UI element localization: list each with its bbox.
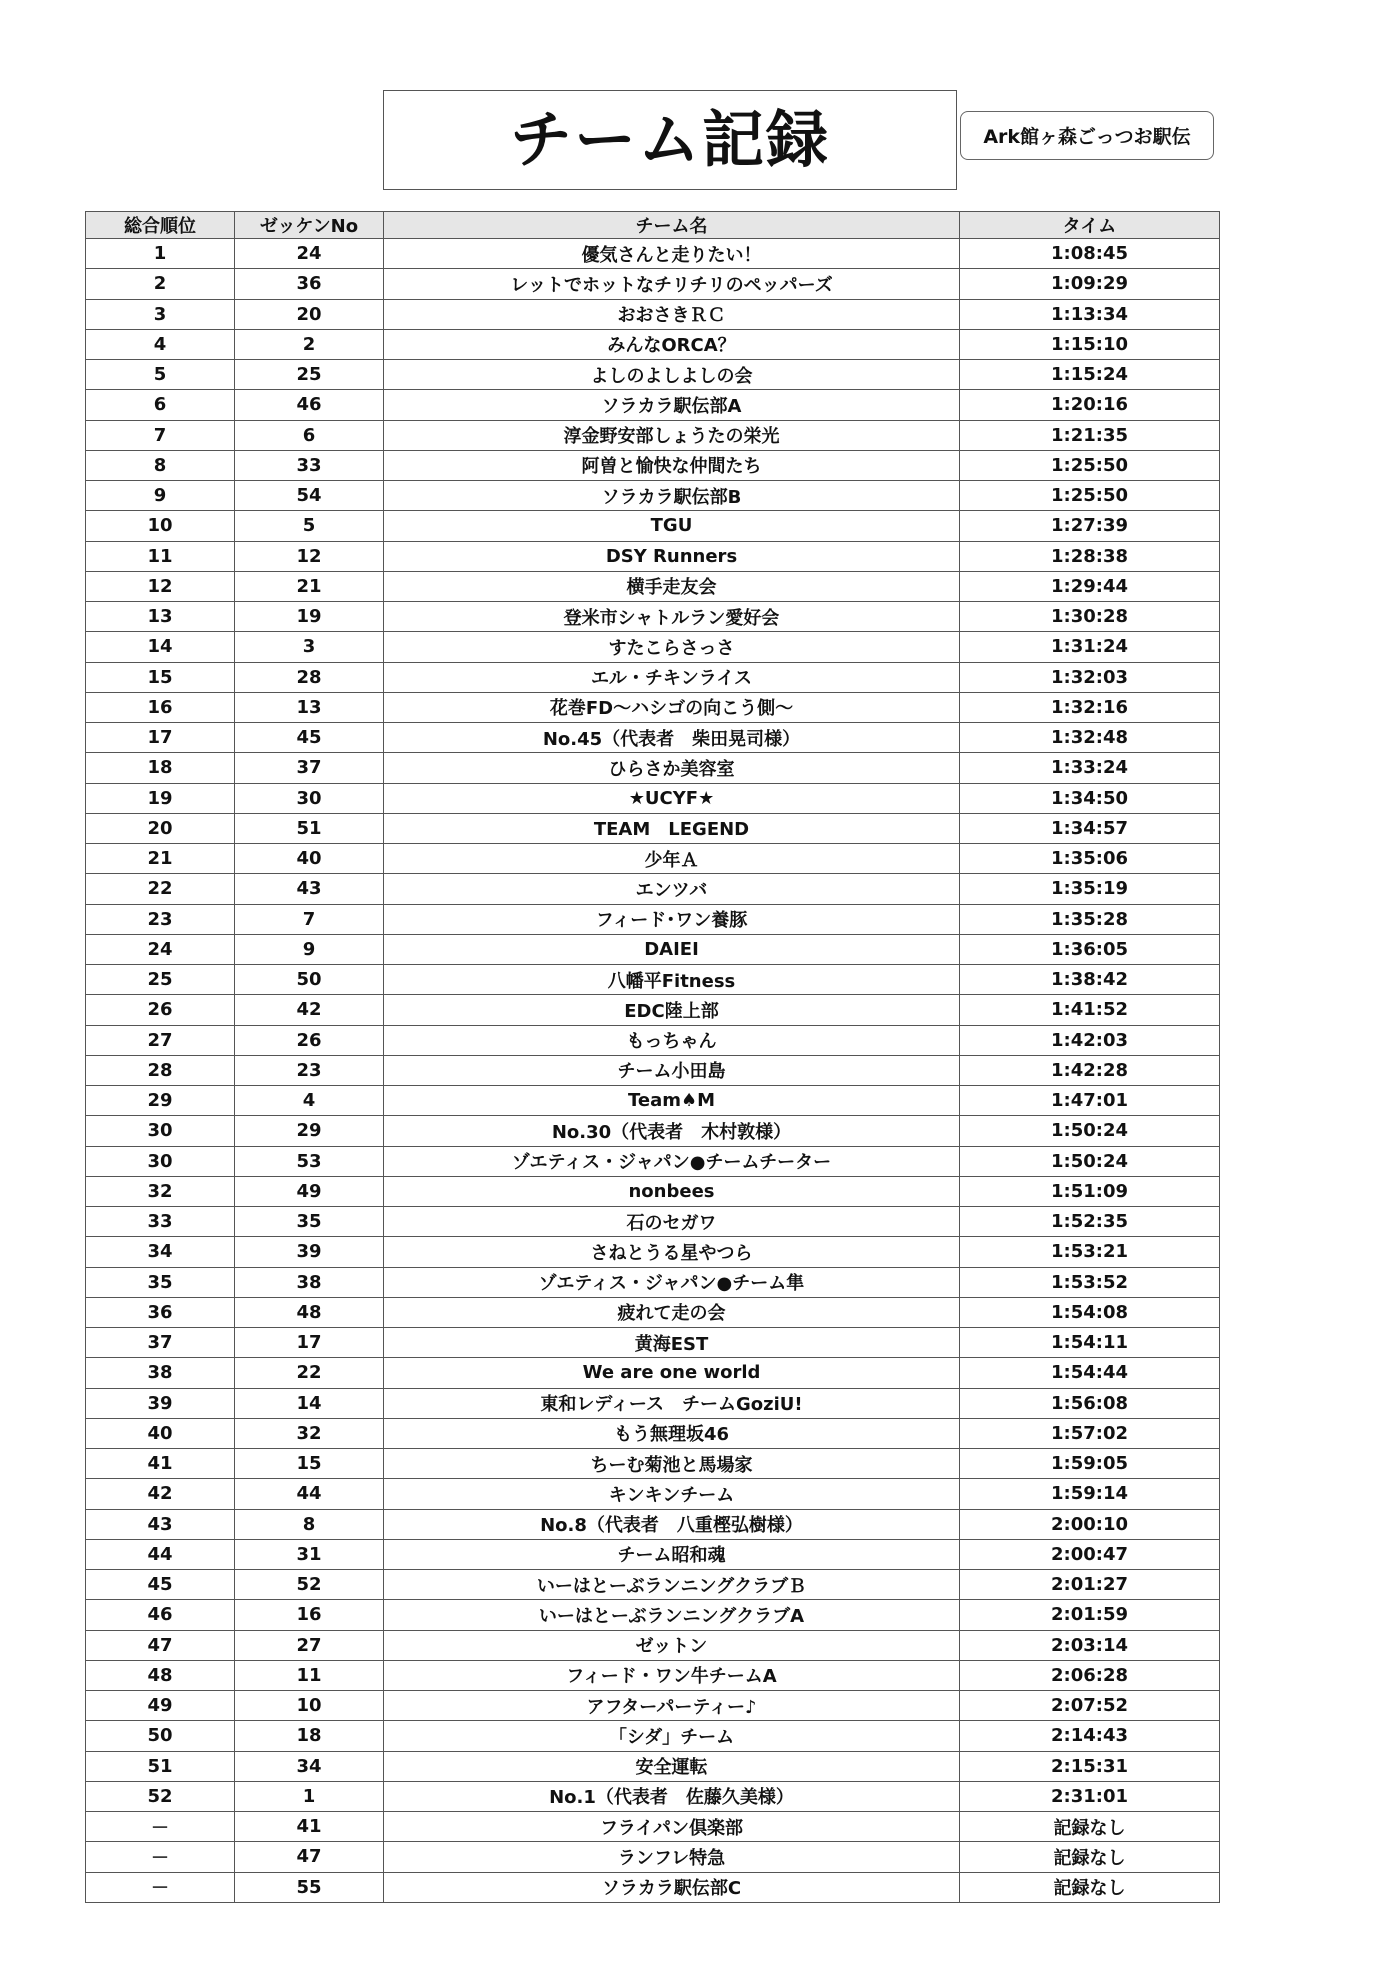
bib-number-cell: 11 [235,1660,384,1690]
header-overall-rank: 総合順位 [86,212,235,239]
bib-number-cell: 48 [235,1297,384,1327]
rank-cell: 27 [86,1025,235,1055]
event-name-badge: Ark館ヶ森ごっつお駅伝 [960,111,1214,160]
rank-cell: 41 [86,1449,235,1479]
table-row [86,1449,1220,1479]
time-cell: 2:00:47 [960,1539,1220,1569]
time-cell: 1:34:50 [960,783,1220,813]
time-cell: 1:53:21 [960,1237,1220,1267]
page-title: チーム記録 [509,103,830,176]
time-cell: 1:51:09 [960,1176,1220,1206]
time-cell: 1:15:24 [960,360,1220,390]
team-name-cell: 「シダ」チーム [384,1721,960,1751]
team-name-cell: ランフレ特急 [384,1842,960,1872]
bib-number-cell: 26 [235,1025,384,1055]
bib-number-cell: 12 [235,541,384,571]
bib-number-cell: 15 [235,1449,384,1479]
bib-number-cell: 7 [235,904,384,934]
table-row [86,602,1220,632]
rank-cell: 26 [86,995,235,1025]
table-row [86,450,1220,480]
table-row [86,390,1220,420]
team-name-cell: チーム昭和魂 [384,1539,960,1569]
time-cell: 2:06:28 [960,1660,1220,1690]
table-row [86,1146,1220,1176]
table-row [86,1418,1220,1448]
bib-number-cell: 38 [235,1267,384,1297]
time-cell: 1:25:50 [960,450,1220,480]
table-row [86,692,1220,722]
rank-cell: 3 [86,299,235,329]
team-name-cell: 横手走友会 [384,571,960,601]
table-row [86,1691,1220,1721]
time-cell: 1:56:08 [960,1388,1220,1418]
table-row [86,360,1220,390]
team-name-cell: DSY Runners [384,541,960,571]
team-name-cell: いーはとーぶランニングクラブＢ [384,1570,960,1600]
team-name-cell: 優気さんと走りたい！ [384,239,960,269]
team-name-cell: No.8（代表者 八重樫弘樹様） [384,1509,960,1539]
bib-number-cell: 16 [235,1600,384,1630]
table-row [86,1267,1220,1297]
time-cell: 1:25:50 [960,481,1220,511]
team-name-cell: 登米市シャトルラン愛好会 [384,602,960,632]
rank-cell: 22 [86,874,235,904]
rank-cell: 49 [86,1691,235,1721]
time-cell: 1:32:48 [960,723,1220,753]
rank-cell: 24 [86,934,235,964]
rank-cell: 12 [86,571,235,601]
team-name-cell: エル・チキンライス [384,662,960,692]
bib-number-cell: 27 [235,1630,384,1660]
team-name-cell: We are one world [384,1358,960,1388]
team-name-cell: フィード・ワン牛チームA [384,1660,960,1690]
team-name-cell: キンキンチーム [384,1479,960,1509]
time-cell: 1:57:02 [960,1418,1220,1448]
team-name-cell: nonbees [384,1176,960,1206]
time-cell: 1:20:16 [960,390,1220,420]
rank-cell: 4 [86,329,235,359]
bib-number-cell: 46 [235,390,384,420]
header-time: タイム [960,212,1220,239]
team-name-cell: フィード･ワン養豚 [384,904,960,934]
team-name-cell: Team♠M [384,1086,960,1116]
bib-number-cell: 32 [235,1418,384,1448]
time-cell: 1:27:39 [960,511,1220,541]
table-row [86,1207,1220,1237]
rank-cell: 5 [86,360,235,390]
time-cell: 2:31:01 [960,1781,1220,1811]
time-cell: 1:42:03 [960,1025,1220,1055]
rank-cell: 18 [86,753,235,783]
table-row [86,1358,1220,1388]
rank-cell: 43 [86,1509,235,1539]
team-name-cell: ゾエティス・ジャパン●チーム隼 [384,1267,960,1297]
bib-number-cell: 20 [235,299,384,329]
bib-number-cell: 23 [235,1055,384,1085]
time-cell: 1:30:28 [960,602,1220,632]
table-row [86,481,1220,511]
table-row [86,1781,1220,1811]
table-row [86,874,1220,904]
team-name-cell: ソラカラ駅伝部A [384,390,960,420]
bib-number-cell: 33 [235,450,384,480]
bib-number-cell: 21 [235,571,384,601]
time-cell: 1:35:19 [960,874,1220,904]
time-cell: 2:07:52 [960,1691,1220,1721]
bib-number-cell: 3 [235,632,384,662]
bib-number-cell: 45 [235,723,384,753]
bib-number-cell: 17 [235,1328,384,1358]
table-row [86,1086,1220,1116]
time-cell: 2:01:27 [960,1570,1220,1600]
results-body [86,239,1220,1903]
rank-cell: 2 [86,269,235,299]
bib-number-cell: 9 [235,934,384,964]
table-row [86,1600,1220,1630]
team-name-cell: No.45（代表者 柴田晃司様） [384,723,960,753]
team-name-cell: 安全運転 [384,1751,960,1781]
table-row [86,934,1220,964]
bib-number-cell: 22 [235,1358,384,1388]
team-name-cell: 淳金野安部しょうたの栄光 [384,420,960,450]
table-row [86,511,1220,541]
rank-cell: － [86,1812,235,1842]
time-cell: 1:54:08 [960,1297,1220,1327]
bib-number-cell: 1 [235,1781,384,1811]
team-name-cell: アフターパーティー♪ [384,1691,960,1721]
time-cell: 2:03:14 [960,1630,1220,1660]
rank-cell: 48 [86,1660,235,1690]
rank-cell: 44 [86,1539,235,1569]
table-row [86,844,1220,874]
time-cell: 1:52:35 [960,1207,1220,1237]
table-row [86,1509,1220,1539]
time-cell: 1:34:57 [960,813,1220,843]
bib-number-cell: 5 [235,511,384,541]
rank-cell: 30 [86,1116,235,1146]
team-name-cell: ソラカラ駅伝部B [384,481,960,511]
bib-number-cell: 34 [235,1751,384,1781]
team-name-cell: もう無理坂46 [384,1418,960,1448]
results-table [85,211,1220,1903]
table-row [86,1025,1220,1055]
table-row [86,1055,1220,1085]
rank-cell: 25 [86,965,235,995]
table-row [86,1237,1220,1267]
bib-number-cell: 19 [235,602,384,632]
bib-number-cell: 42 [235,995,384,1025]
time-cell: 1:09:29 [960,269,1220,299]
table-row [86,995,1220,1025]
rank-cell: 10 [86,511,235,541]
table-row [86,299,1220,329]
bib-number-cell: 13 [235,692,384,722]
table-row [86,1812,1220,1842]
table-row [86,723,1220,753]
rank-cell: 35 [86,1267,235,1297]
table-row [86,1872,1220,1902]
table-row [86,1751,1220,1781]
team-name-cell: さねとうる星やつら [384,1237,960,1267]
bib-number-cell: 55 [235,1872,384,1902]
bib-number-cell: 39 [235,1237,384,1267]
bib-number-cell: 52 [235,1570,384,1600]
table-row [86,783,1220,813]
table-row [86,1842,1220,1872]
bib-number-cell: 4 [235,1086,384,1116]
time-cell: 2:14:43 [960,1721,1220,1751]
bib-number-cell: 43 [235,874,384,904]
table-row [86,1176,1220,1206]
time-cell: 1:33:24 [960,753,1220,783]
header-team-name: チーム名 [384,212,960,239]
bib-number-cell: 53 [235,1146,384,1176]
team-name-cell: DAIEI [384,934,960,964]
table-row [86,541,1220,571]
bib-number-cell: 18 [235,1721,384,1751]
team-name-cell: No.1（代表者 佐藤久美様） [384,1781,960,1811]
table-row [86,632,1220,662]
table-row [86,1479,1220,1509]
time-cell: 1:38:42 [960,965,1220,995]
time-cell: 1:35:06 [960,844,1220,874]
team-name-cell: TGU [384,511,960,541]
team-name-cell: ★UCYF★ [384,783,960,813]
team-name-cell: もっちゃん [384,1025,960,1055]
time-cell: 1:42:28 [960,1055,1220,1085]
bib-number-cell: 10 [235,1691,384,1721]
team-name-cell: ゼットン [384,1630,960,1660]
table-row [86,420,1220,450]
header-bib-number: ゼッケンNo [235,212,384,239]
time-cell: 記録なし [960,1812,1220,1842]
time-cell: 記録なし [960,1842,1220,1872]
team-name-cell: 黄海EST [384,1328,960,1358]
bib-number-cell: 31 [235,1539,384,1569]
rank-cell: 15 [86,662,235,692]
bib-number-cell: 49 [235,1176,384,1206]
time-cell: 1:59:14 [960,1479,1220,1509]
time-cell: 1:15:10 [960,329,1220,359]
team-name-cell: 阿曽と愉快な仲間たち [384,450,960,480]
bib-number-cell: 51 [235,813,384,843]
table-row [86,662,1220,692]
rank-cell: 40 [86,1418,235,1448]
team-name-cell: ちーむ菊池と馬場家 [384,1449,960,1479]
time-cell: 1:53:52 [960,1267,1220,1297]
rank-cell: 8 [86,450,235,480]
title-box [383,90,957,190]
team-name-cell: No.30（代表者 木村敦様） [384,1116,960,1146]
time-cell: 1:32:03 [960,662,1220,692]
bib-number-cell: 50 [235,965,384,995]
time-cell: 1:29:44 [960,571,1220,601]
rank-cell: 45 [86,1570,235,1600]
bib-number-cell: 28 [235,662,384,692]
table-row [86,904,1220,934]
bib-number-cell: 37 [235,753,384,783]
team-name-cell: おおさきＲＣ [384,299,960,329]
table-row [86,1630,1220,1660]
team-name-cell: 少年Ａ [384,844,960,874]
time-cell: 1:21:35 [960,420,1220,450]
rank-cell: 34 [86,1237,235,1267]
time-cell: 2:00:10 [960,1509,1220,1539]
rank-cell: 50 [86,1721,235,1751]
bib-number-cell: 14 [235,1388,384,1418]
rank-cell: 13 [86,602,235,632]
rank-cell: 11 [86,541,235,571]
table-row [86,753,1220,783]
team-name-cell: すたこらさっさ [384,632,960,662]
team-name-cell: エンツバ [384,874,960,904]
rank-cell: － [86,1842,235,1872]
table-row [86,1328,1220,1358]
team-name-cell: ゾエティス・ジャパン●チームチーター [384,1146,960,1176]
rank-cell: 14 [86,632,235,662]
team-name-cell: みんなORCA？ [384,329,960,359]
time-cell: 1:35:28 [960,904,1220,934]
rank-cell: 51 [86,1751,235,1781]
team-name-cell: 東和レディース チームGoziU! [384,1388,960,1418]
rank-cell: 37 [86,1328,235,1358]
rank-cell: 28 [86,1055,235,1085]
table-row [86,813,1220,843]
time-cell: 1:13:34 [960,299,1220,329]
team-name-cell: EDC陸上部 [384,995,960,1025]
rank-cell: 21 [86,844,235,874]
time-cell: 2:15:31 [960,1751,1220,1781]
time-cell: 2:01:59 [960,1600,1220,1630]
rank-cell: 33 [86,1207,235,1237]
team-name-cell: 八幡平Fitness [384,965,960,995]
bib-number-cell: 44 [235,1479,384,1509]
rank-cell: － [86,1872,235,1902]
bib-number-cell: 47 [235,1842,384,1872]
time-cell: 1:41:52 [960,995,1220,1025]
team-name-cell: レットでホットなチリチリのペッパーズ [384,269,960,299]
rank-cell: 7 [86,420,235,450]
table-row [86,1570,1220,1600]
bib-number-cell: 29 [235,1116,384,1146]
bib-number-cell: 25 [235,360,384,390]
team-name-cell: フライパン倶楽部 [384,1812,960,1842]
bib-number-cell: 6 [235,420,384,450]
rank-cell: 39 [86,1388,235,1418]
team-name-cell: 石のセガワ [384,1207,960,1237]
table-row [86,329,1220,359]
bib-number-cell: 30 [235,783,384,813]
bib-number-cell: 35 [235,1207,384,1237]
time-cell: 1:50:24 [960,1116,1220,1146]
time-cell: 1:54:44 [960,1358,1220,1388]
team-name-cell: よしのよしよしの会 [384,360,960,390]
rank-cell: 23 [86,904,235,934]
table-row [86,571,1220,601]
time-cell: 1:47:01 [960,1086,1220,1116]
table-header-row [86,212,1220,239]
bib-number-cell: 24 [235,239,384,269]
rank-cell: 52 [86,1781,235,1811]
time-cell: 1:54:11 [960,1328,1220,1358]
rank-cell: 36 [86,1297,235,1327]
rank-cell: 29 [86,1086,235,1116]
time-cell: 1:36:05 [960,934,1220,964]
table-row [86,1660,1220,1690]
rank-cell: 47 [86,1630,235,1660]
bib-number-cell: 41 [235,1812,384,1842]
table-row [86,1297,1220,1327]
bib-number-cell: 54 [235,481,384,511]
time-cell: 記録なし [960,1872,1220,1902]
rank-cell: 16 [86,692,235,722]
time-cell: 1:32:16 [960,692,1220,722]
team-name-cell: TEAM LEGEND [384,813,960,843]
bib-number-cell: 36 [235,269,384,299]
rank-cell: 9 [86,481,235,511]
rank-cell: 6 [86,390,235,420]
time-cell: 1:50:24 [960,1146,1220,1176]
team-name-cell: いーはとーぶランニングクラブA [384,1600,960,1630]
team-name-cell: ひらさか美容室 [384,753,960,783]
bib-number-cell: 2 [235,329,384,359]
rank-cell: 20 [86,813,235,843]
table-row [86,239,1220,269]
table-row [86,1539,1220,1569]
time-cell: 1:08:45 [960,239,1220,269]
table-row [86,269,1220,299]
rank-cell: 1 [86,239,235,269]
time-cell: 1:59:05 [960,1449,1220,1479]
rank-cell: 30 [86,1146,235,1176]
bib-number-cell: 40 [235,844,384,874]
rank-cell: 17 [86,723,235,753]
rank-cell: 19 [86,783,235,813]
rank-cell: 46 [86,1600,235,1630]
team-name-cell: 疲れて走の会 [384,1297,960,1327]
rank-cell: 32 [86,1176,235,1206]
time-cell: 1:31:24 [960,632,1220,662]
bib-number-cell: 8 [235,1509,384,1539]
time-cell: 1:28:38 [960,541,1220,571]
team-name-cell: ソラカラ駅伝部C [384,1872,960,1902]
table-row [86,1388,1220,1418]
team-name-cell: 花巻FD～ハシゴの向こう側～ [384,692,960,722]
table-row [86,965,1220,995]
table-row [86,1116,1220,1146]
team-name-cell: チーム小田島 [384,1055,960,1085]
rank-cell: 42 [86,1479,235,1509]
rank-cell: 38 [86,1358,235,1388]
table-row [86,1721,1220,1751]
